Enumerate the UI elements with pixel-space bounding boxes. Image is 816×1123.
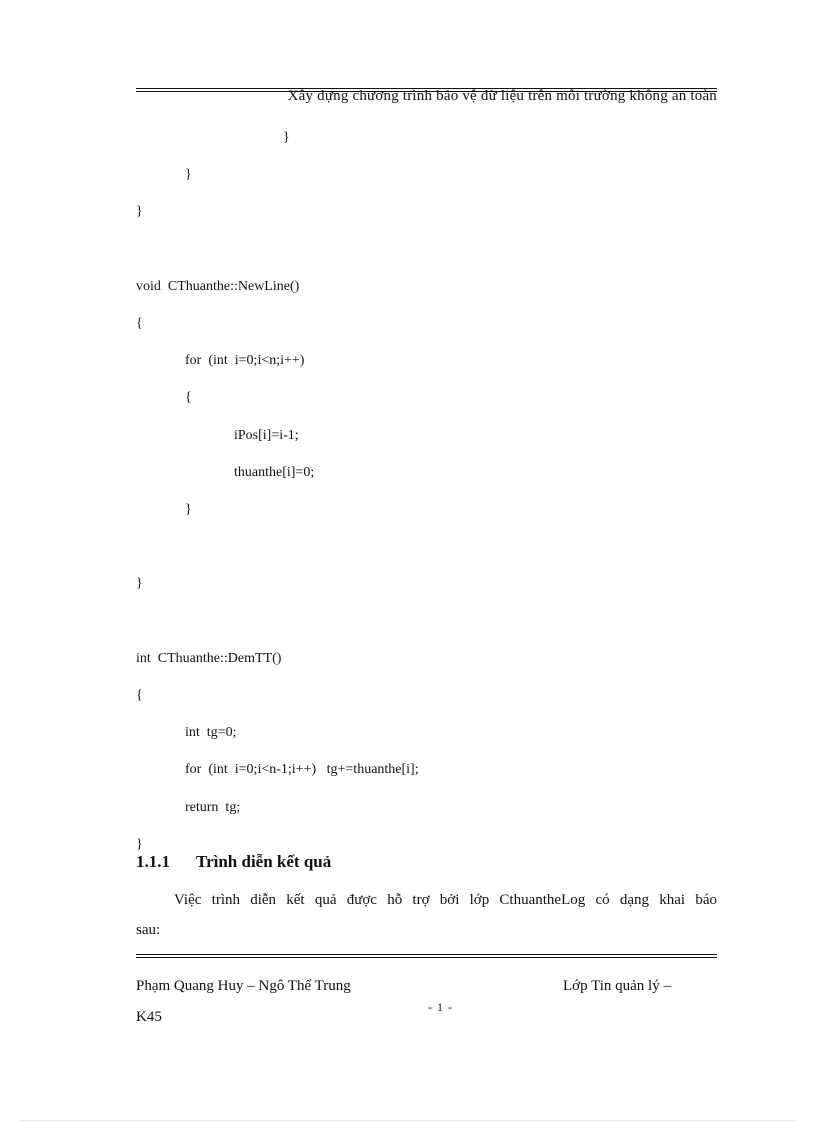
code-line: { — [136, 688, 143, 703]
code-line: int tg=0; — [185, 725, 237, 741]
code-line: iPos[i]=i-1; — [234, 427, 299, 443]
code-line: for (int i=0;i<n;i++) — [185, 353, 305, 369]
code-line: } — [283, 130, 290, 145]
footer-class-suffix: K45 — [136, 1009, 162, 1025]
paragraph-line-1: Việc trình diễn kết quả được hỗ trợ bởi lớp CthuantheLog có dạng khai báo — [174, 892, 717, 908]
paragraph-line-2: sau: — [136, 922, 161, 938]
code-line: return tg; — [185, 799, 241, 815]
page-number: - 1 - — [428, 1000, 453, 1014]
code-line: } — [136, 836, 143, 852]
footer-authors: Phạm Quang Huy – Ngô Thế Trung — [136, 978, 351, 994]
code-line: void CThuanthe::NewLine() — [136, 278, 300, 294]
code-line: } — [136, 204, 143, 220]
page-edge-divider — [20, 1120, 796, 1121]
code-line: } — [136, 576, 143, 592]
footer-rule-top — [136, 954, 717, 955]
code-line: thuanthe[i]=0; — [234, 464, 315, 480]
footer-rule-bottom — [136, 957, 717, 958]
code-line: { — [136, 316, 143, 331]
code-line: int CThuanthe::DemTT() — [136, 650, 282, 666]
section-title: Trình diễn kết quả — [196, 852, 332, 871]
footer-class: Lớp Tin quản lý – — [563, 978, 671, 994]
code-line: for (int i=0;i<n-1;i++) tg+=thuanthe[i]; — [185, 762, 419, 778]
section-heading — [136, 852, 331, 872]
code-line: { — [185, 390, 192, 406]
code-line: } — [185, 502, 192, 517]
code-line: } — [185, 167, 192, 183]
section-number: 1.1.1 — [136, 852, 170, 871]
header-title: Xây dựng chương trình bảo vệ dữ liệu trên môi trường không an toàn — [287, 88, 717, 104]
